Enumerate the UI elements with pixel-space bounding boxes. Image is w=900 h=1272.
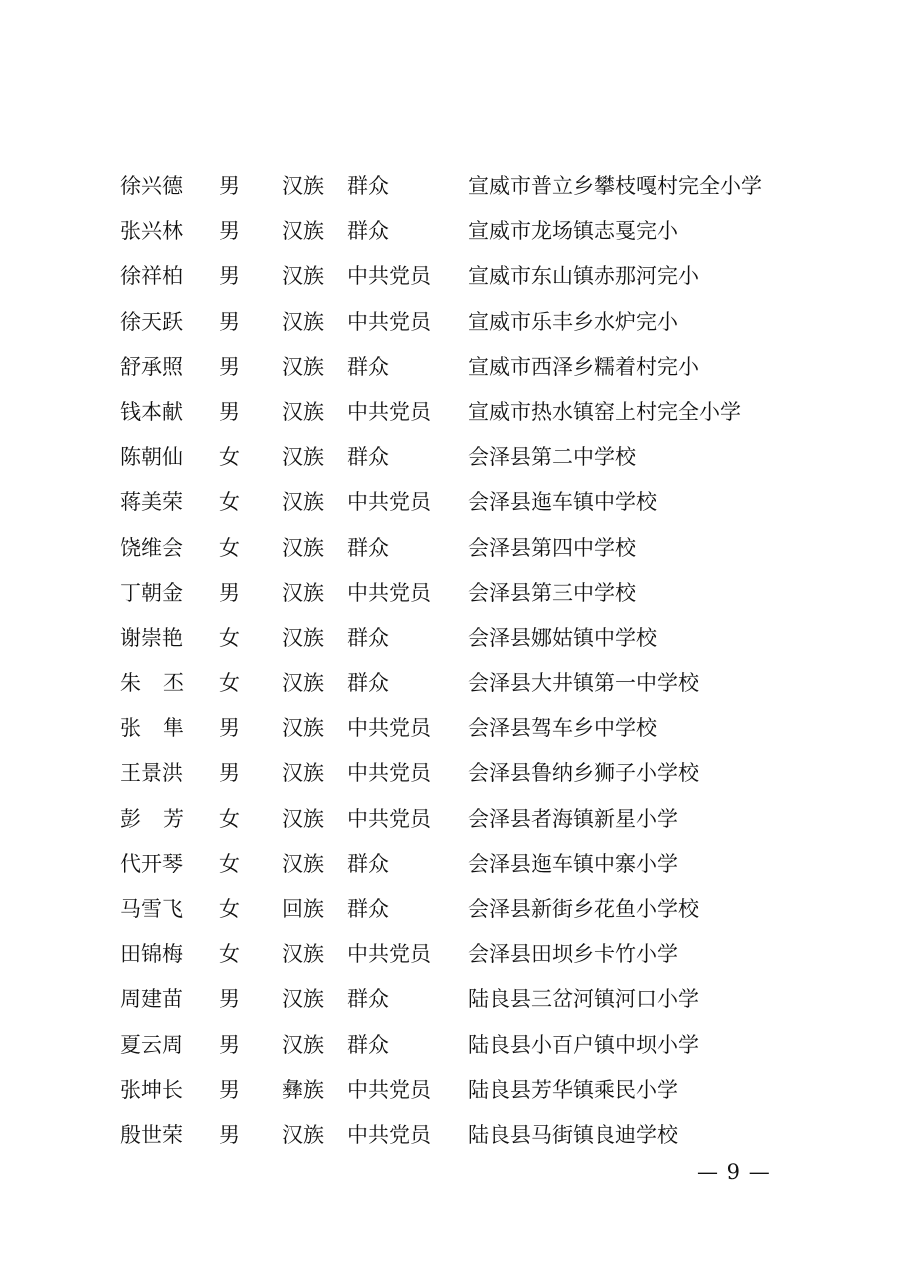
school-cell: 会泽县者海镇新星小学 — [468, 806, 678, 831]
list-item — [0, 842, 900, 887]
political-status-cell: 中共党员 — [347, 309, 431, 334]
political-status-cell: 群众 — [347, 897, 389, 921]
name-cell: 舒承照 — [120, 354, 183, 379]
list-item — [0, 661, 900, 706]
political-status-cell: 中共党员 — [347, 490, 431, 515]
name-cell: 张兴林 — [120, 219, 183, 244]
ethnicity-cell: 汉族 — [282, 445, 324, 470]
ethnicity-cell: 汉族 — [282, 625, 324, 650]
school-cell: 会泽县驾车乡中学校 — [468, 716, 657, 741]
list-item — [0, 977, 900, 1022]
school-cell: 宣威市乐丰乡水炉完小 — [468, 309, 678, 334]
political-status-cell: 中共党员 — [347, 399, 431, 424]
name-cell: 丁朝金 — [120, 580, 183, 605]
political-status-cell: 群众 — [347, 851, 389, 876]
gender-cell: 男 — [219, 1077, 240, 1102]
ethnicity-cell: 汉族 — [282, 264, 324, 289]
political-status-cell: 中共党员 — [347, 761, 431, 786]
political-status-cell: 群众 — [347, 1032, 389, 1057]
political-status-cell: 群众 — [347, 987, 389, 1012]
list-item — [0, 1113, 900, 1158]
political-status-cell: 中共党员 — [347, 264, 431, 289]
political-status-cell: 群众 — [347, 445, 389, 470]
school-cell: 宣威市东山镇赤那河完小 — [468, 264, 699, 289]
name-cell: 谢崇艳 — [120, 625, 183, 650]
name-cell: 徐祥柏 — [120, 264, 183, 289]
list-item — [0, 526, 900, 571]
gender-cell: 男 — [219, 716, 240, 741]
school-cell: 会泽县娜姑镇中学校 — [468, 625, 657, 650]
political-status-cell: 中共党员 — [347, 942, 431, 967]
name-cell: 殷世荣 — [120, 1122, 183, 1147]
political-status-cell: 群众 — [347, 219, 389, 244]
name-cell: 代开琴 — [120, 851, 183, 876]
list-item — [0, 751, 900, 796]
gender-cell: 女 — [219, 942, 240, 967]
political-status-cell: 群众 — [347, 174, 389, 198]
ethnicity-cell: 汉族 — [282, 219, 324, 244]
ethnicity-cell: 汉族 — [282, 399, 324, 424]
gender-cell: 男 — [219, 761, 240, 786]
list-item — [0, 164, 900, 209]
ethnicity-cell: 汉族 — [282, 490, 324, 515]
name-cell: 陈朝仙 — [120, 445, 183, 470]
political-status-cell: 中共党员 — [347, 806, 431, 831]
school-cell: 会泽县第四中学校 — [468, 535, 636, 560]
list-item — [0, 209, 900, 254]
school-cell: 会泽县第二中学校 — [468, 445, 636, 470]
political-status-cell: 群众 — [347, 671, 389, 696]
name-cell: 徐天跃 — [120, 309, 183, 334]
list-item — [0, 616, 900, 661]
ethnicity-cell: 汉族 — [282, 987, 324, 1012]
list-item — [0, 706, 900, 751]
list-item — [0, 300, 900, 345]
name-cell: 彭芳 — [120, 806, 206, 831]
gender-cell: 男 — [219, 174, 240, 198]
name-cell: 田锦梅 — [120, 942, 183, 967]
school-cell: 宣威市热水镇窑上村完全小学 — [468, 399, 741, 424]
school-cell: 会泽县迤车镇中寨小学 — [468, 851, 678, 876]
school-cell: 陆良县三岔河镇河口小学 — [468, 987, 699, 1012]
school-cell: 会泽县迤车镇中学校 — [468, 490, 657, 515]
name-cell: 钱本献 — [120, 399, 183, 424]
ethnicity-cell: 汉族 — [282, 1032, 324, 1057]
ethnicity-cell: 回族 — [282, 897, 324, 921]
gender-cell: 女 — [219, 671, 240, 696]
school-cell: 陆良县小百户镇中坝小学 — [468, 1032, 699, 1057]
gender-cell: 女 — [219, 490, 240, 515]
political-status-cell: 群众 — [347, 535, 389, 560]
ethnicity-cell: 汉族 — [282, 174, 324, 198]
name-cell: 张隼 — [120, 716, 206, 741]
ethnicity-cell: 彝族 — [282, 1077, 324, 1102]
gender-cell: 男 — [219, 354, 240, 379]
gender-cell: 女 — [219, 897, 240, 921]
political-status-cell: 群众 — [347, 354, 389, 379]
name-cell: 马雪飞 — [120, 897, 183, 921]
list-item — [0, 887, 900, 932]
ethnicity-cell: 汉族 — [282, 354, 324, 379]
gender-cell: 男 — [219, 1122, 240, 1147]
school-cell: 陆良县芳华镇乘民小学 — [468, 1077, 678, 1102]
gender-cell: 男 — [219, 264, 240, 289]
ethnicity-cell: 汉族 — [282, 671, 324, 696]
list-item — [0, 1023, 900, 1068]
gender-cell: 男 — [219, 580, 240, 605]
political-status-cell: 中共党员 — [347, 1122, 431, 1147]
name-cell: 徐兴德 — [120, 174, 183, 198]
school-cell: 会泽县田坝乡卡竹小学 — [468, 942, 678, 967]
name-cell: 夏云周 — [120, 1032, 183, 1057]
list-item — [0, 435, 900, 480]
school-cell: 陆良县马街镇良迪学校 — [468, 1122, 678, 1147]
ethnicity-cell: 汉族 — [282, 1122, 324, 1147]
political-status-cell: 群众 — [347, 625, 389, 650]
school-cell: 会泽县新街乡花鱼小学校 — [468, 897, 699, 921]
name-cell: 周建苗 — [120, 987, 183, 1012]
school-cell: 会泽县第三中学校 — [468, 580, 636, 605]
gender-cell: 男 — [219, 399, 240, 424]
gender-cell: 女 — [219, 535, 240, 560]
political-status-cell: 中共党员 — [347, 580, 431, 605]
school-cell: 宣威市普立乡攀枝嘎村完全小学 — [468, 174, 762, 198]
ethnicity-cell: 汉族 — [282, 535, 324, 560]
list-item — [0, 932, 900, 977]
list-item — [0, 254, 900, 299]
ethnicity-cell: 汉族 — [282, 580, 324, 605]
school-cell: 会泽县大井镇第一中学校 — [468, 671, 699, 696]
ethnicity-cell: 汉族 — [282, 309, 324, 334]
list-item — [0, 345, 900, 390]
list-item — [0, 390, 900, 435]
ethnicity-cell: 汉族 — [282, 942, 324, 967]
name-cell: 张坤长 — [120, 1077, 183, 1102]
list-item — [0, 480, 900, 525]
gender-cell: 男 — [219, 309, 240, 334]
gender-cell: 女 — [219, 806, 240, 831]
gender-cell: 女 — [219, 851, 240, 876]
ethnicity-cell: 汉族 — [282, 806, 324, 831]
ethnicity-cell: 汉族 — [282, 761, 324, 786]
honoree-list — [0, 164, 900, 1158]
school-cell: 宣威市龙场镇志戛完小 — [468, 219, 678, 244]
gender-cell: 女 — [219, 445, 240, 470]
name-cell: 蒋美荣 — [120, 490, 183, 515]
list-item — [0, 571, 900, 616]
gender-cell: 男 — [219, 219, 240, 244]
name-cell: 朱丕 — [120, 671, 206, 696]
gender-cell: 女 — [219, 625, 240, 650]
school-cell: 会泽县鲁纳乡狮子小学校 — [468, 761, 699, 786]
ethnicity-cell: 汉族 — [282, 851, 324, 876]
gender-cell: 男 — [219, 1032, 240, 1057]
gender-cell: 男 — [219, 987, 240, 1012]
name-cell: 王景洪 — [120, 761, 183, 786]
name-cell: 饶维会 — [120, 535, 183, 560]
political-status-cell: 中共党员 — [347, 1077, 431, 1102]
political-status-cell: 中共党员 — [347, 716, 431, 741]
ethnicity-cell: 汉族 — [282, 716, 324, 741]
school-cell: 宣威市西泽乡糯着村完小 — [468, 354, 699, 379]
list-item — [0, 1068, 900, 1113]
page-number: — 9 — — [697, 1160, 771, 1184]
list-item — [0, 797, 900, 842]
